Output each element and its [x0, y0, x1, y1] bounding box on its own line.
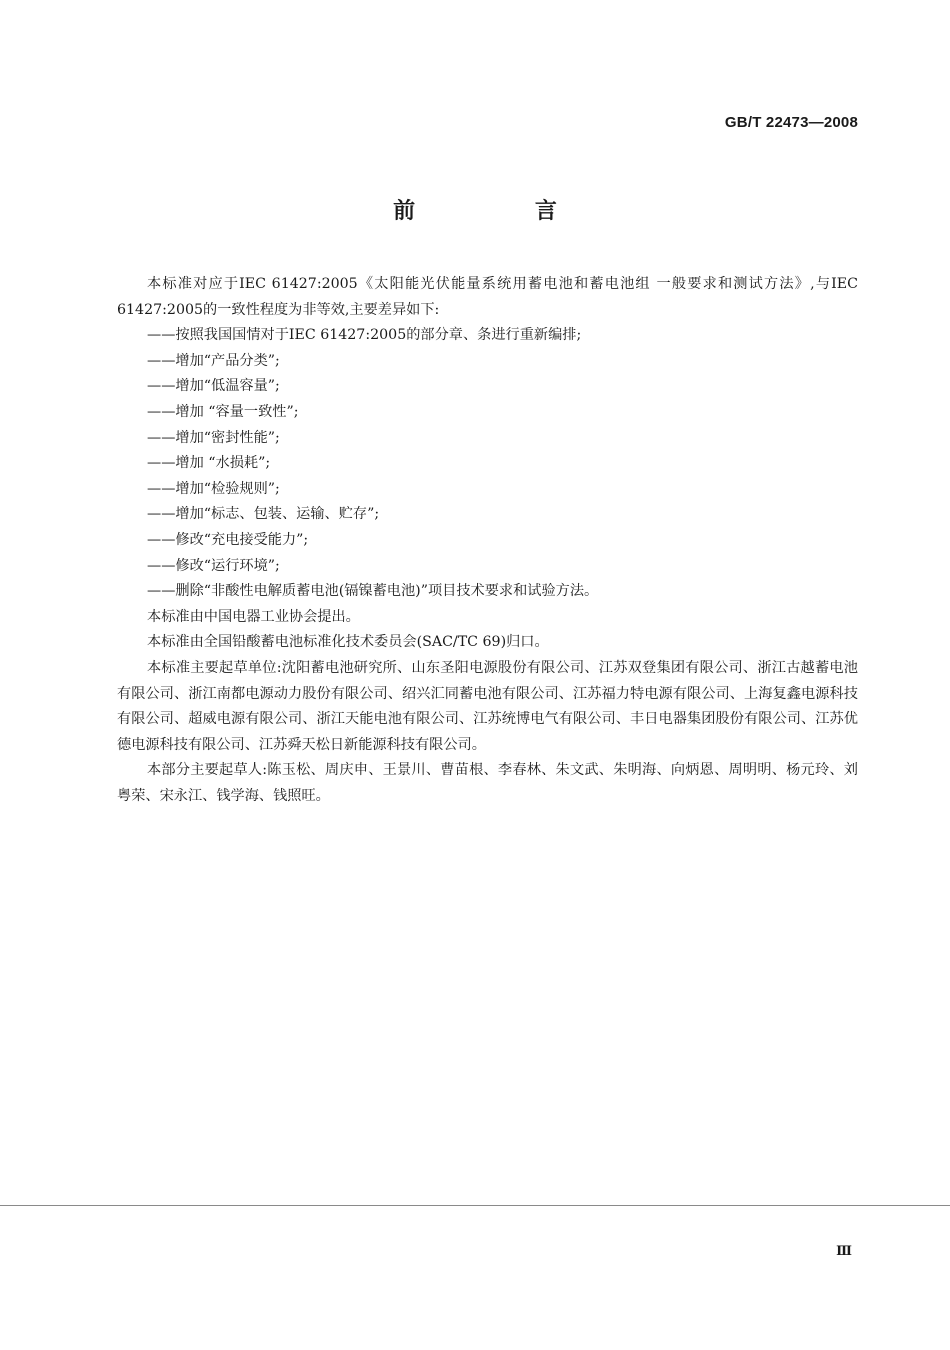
drafting-units-paragraph: 本标准主要起草单位:沈阳蓄电池研究所、山东圣阳电源股份有限公司、江苏双登集团有限公司、浙江古越蓄电池有限公司、浙江南都电源动力股份有限公司、绍兴汇同蓄电池有限公司、江苏福力特电源有限公司、上海复鑫电源科技有限公司、超威电源有限公司、浙江天能电池有限公司、江苏统博电气有限公司、丰日电器集团股份有限公司、江苏优德电源科技有限公司、江苏舜天松日新能源科技有限公司。 [117, 659, 858, 753]
footer-divider [0, 1205, 950, 1206]
page-title: 前 言 [393, 199, 613, 224]
difference-item: ——增加“产品分类”; [147, 352, 280, 369]
difference-item: ——增加“低温容量”; [147, 378, 280, 395]
intro-paragraph: 本标准对应于IEC 61427:2005《太阳能光伏能量系统用蓄电池和蓄电池组 一般要求和测试方法》,与IEC 61427:2005的一致性程度为非等效,主要差异如下: [117, 276, 858, 318]
difference-item: ——增加“标志、包装、运输、贮存”; [147, 506, 380, 523]
difference-item: ——增加 “容量一致性”; [147, 403, 299, 420]
difference-item: ——按照我国国情对于IEC 61427:2005的部分章、条进行重新编排; [147, 327, 582, 344]
differences-list [117, 323, 858, 605]
difference-item: ——增加“密封性能”; [147, 429, 280, 446]
difference-item: ——删除“非酸性电解质蓄电池(镉镍蓄电池)”项目技术要求和试验方法。 [147, 583, 599, 600]
drafters-paragraph: 本部分主要起草人:陈玉松、周庆申、王景川、曹苗根、李春林、朱文武、朱明海、向炳恩、周明明、杨元玲、刘粤荣、宋永江、钱学海、钱照旺。 [117, 762, 858, 804]
preface-body [117, 272, 858, 809]
centralized-by-paragraph: 本标准由全国铅酸蓄电池标准化技术委员会(SAC/TC 69)归口。 [147, 634, 549, 651]
standard-number: GB/T 22473—2008 [724, 114, 858, 131]
page-number: Ⅲ [836, 1244, 852, 1259]
difference-item: ——修改“充电接受能力”; [147, 531, 309, 548]
difference-item: ——增加“检验规则”; [147, 480, 280, 497]
difference-item: ——修改“运行环境”; [147, 557, 280, 574]
proposed-by-paragraph: 本标准由中国电器工业协会提出。 [147, 608, 360, 625]
difference-item: ——增加 “水损耗”; [147, 455, 271, 472]
